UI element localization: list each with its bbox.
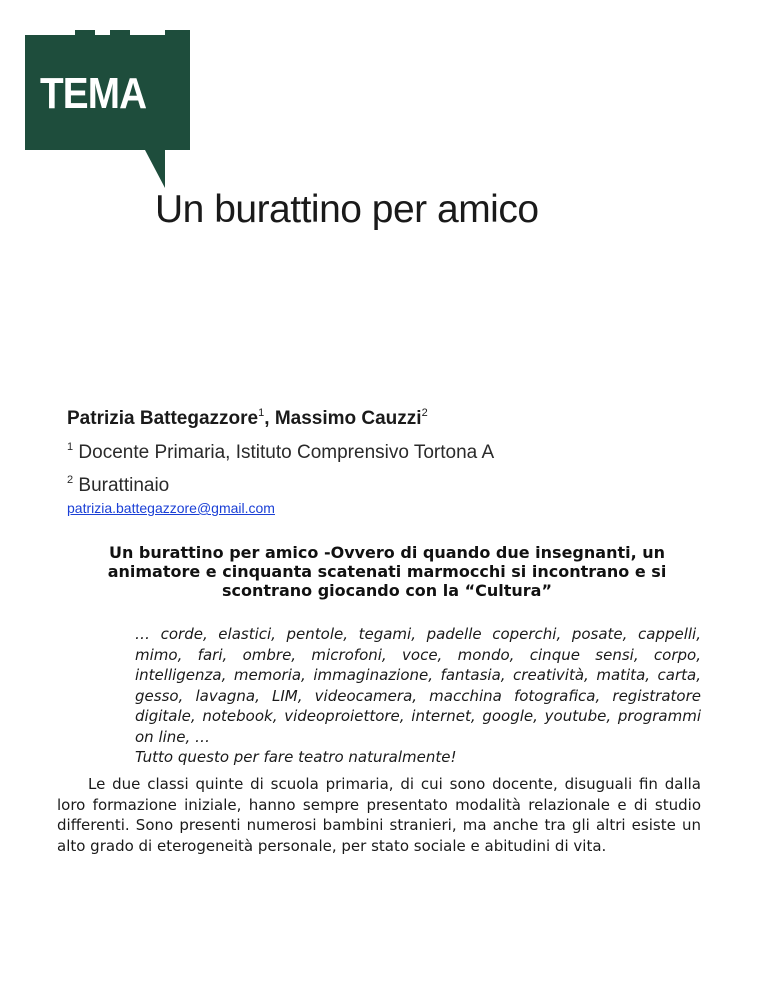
paragraph-text: Le due classi quinte di scuola primaria, di cui sono docente, disuguali fin dalla loro formazione iniziale, hanno sempre presentato modalità relazionale e di studio differenti. Sono presenti numerosi bambini stranieri, ma anche tra gli altri esiste un alto grado di eterogeneità personale, per stato sociale e abitudini di vita. [57, 775, 701, 855]
author-email-link[interactable]: patrizia.battegazzore@gmail.com [67, 500, 275, 516]
author-name: Massimo Cauzzi [274, 408, 422, 429]
author-separator: , [264, 408, 275, 429]
quote-closing: Tutto questo per fare teatro naturalmente! [135, 748, 457, 766]
author-ref: 2 [421, 407, 428, 419]
tema-label: TEMA [40, 69, 147, 118]
affiliation-ref: 2 [67, 474, 74, 486]
article-subtitle: Un burattino per amico -Ovvero di quando due insegnanti, un animatore e cinquanta scatenati marmocchi si incontrano e si scontrano giocando con la “Cultura” [107, 543, 667, 600]
quote-list: … corde, elastici, pentole, tegami, padelle coperchi, posate, cappelli, mimo, fari, ombre, microfoni, voce, mondo, cinque sensi, corpo, intelligenza, memoria, immaginazione, fantasia, creatività, matita, carta, gesso, lavagna, LIM, videocamera, macchina fotografica, registratore digitale, notebook, videoproiettore, internet, google, youtube, programmi on line, … [135, 625, 701, 746]
epigraph-quote [135, 624, 701, 768]
article-title: Un burattino per amico [155, 188, 539, 231]
affiliation-text: Burattinaio [78, 475, 170, 496]
affiliation-text: Docente Primaria, Istituto Comprensivo Tortona A [78, 442, 495, 463]
body-paragraph [57, 774, 701, 856]
authors-line [67, 400, 717, 432]
author-name: Patrizia Battegazzore [67, 408, 259, 429]
affiliation [67, 434, 717, 466]
affiliation [67, 467, 717, 499]
affiliation-ref: 1 [67, 441, 74, 453]
author-ref: 1 [258, 407, 265, 419]
